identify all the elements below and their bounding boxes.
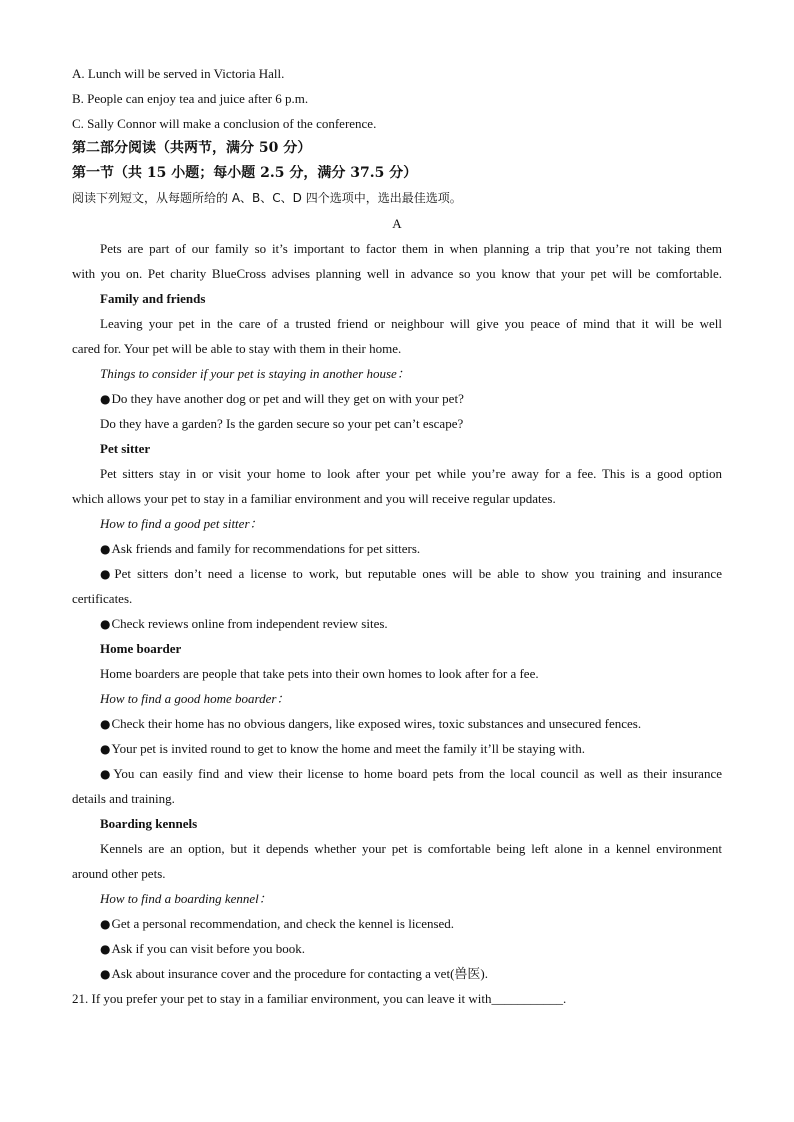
family-heading: Family and friends — [100, 291, 206, 306]
bullet-icon: ● — [100, 617, 111, 631]
family-bullet-1: ●Do they have another dog or pet and will they get on with your pet? — [100, 391, 464, 406]
option-a: A. Lunch will be served in Victoria Hall. — [72, 66, 285, 81]
sub-heading: 第一节（共 15 小题；每小题 2.5 分，满分 37.5 分） — [72, 165, 418, 181]
sitter-bullet-2-line-2: certificates. — [72, 591, 133, 606]
kennels-how: How to find a boarding kennel： — [100, 891, 272, 906]
question-21: 21. If you prefer your pet to stay in a familiar environment, you can leave it with___________. — [72, 991, 567, 1006]
boarder-bullet-3-line-1: ●You can easily find and view their license to home board pets from the local council as well as their insurance — [100, 766, 722, 781]
bullet-icon: ● — [100, 392, 111, 406]
family-para-line-2: cared for. Your pet will be able to stay with them in their home. — [72, 341, 402, 356]
bullet-icon: ● — [100, 717, 111, 731]
kennels-para-line-2: around other pets. — [72, 866, 166, 881]
family-consider: Things to consider if your pet is staying in another house： — [100, 366, 410, 381]
boarder-bullet-3-line-2: details and training. — [72, 791, 175, 806]
part-heading: 第二部分阅读（共两节，满分 50 分） — [72, 140, 312, 156]
sitter-how: How to find a good pet sitter： — [100, 516, 263, 531]
boarder-para: Home boarders are people that take pets into their own homes to look after for a fee. — [100, 666, 539, 681]
option-c: C. Sally Connor will make a conclusion of the conference. — [72, 116, 377, 131]
bullet-icon: ● — [100, 942, 111, 956]
intro-line-1: Pets are part of our family so it’s important to factor them in when planning a trip that you’re not taking them — [100, 241, 722, 256]
sitter-bullet-1: ●Ask friends and family for recommendations for pet sitters. — [100, 541, 421, 556]
bullet-icon: ● — [100, 967, 111, 981]
boarder-bullet-2: ●Your pet is invited round to get to know the home and meet the family it’ll be staying with. — [100, 741, 585, 756]
boarder-heading: Home boarder — [100, 641, 182, 656]
kennels-bullet-2: ●Ask if you can visit before you book. — [100, 941, 306, 956]
sitter-para-line-2: which allows your pet to stay in a familiar environment and you will receive regular updates. — [72, 491, 556, 506]
kennels-para-line-1: Kennels are an option, but it depends whether your pet is comfortable being left alone in a kennel environment — [100, 841, 722, 856]
intro-line-2: with you on. Pet charity BlueCross advises planning well in advance so you know that your pet will be comfortable. — [72, 266, 722, 281]
bullet-icon: ● — [100, 917, 111, 931]
kennels-bullet-1: ●Get a personal recommendation, and check the kennel is licensed. — [100, 916, 455, 931]
family-question-2: Do they have a garden? Is the garden secure so your pet can’t escape? — [100, 416, 464, 431]
sitter-para-line-1: Pet sitters stay in or visit your home to look after your pet while you’re away for a fee. This is a good option — [100, 466, 722, 481]
passage-label: A — [392, 216, 402, 231]
boarder-bullet-1: ●Check their home has no obvious dangers, like exposed wires, toxic substances and unsecured fences. — [100, 716, 642, 731]
instruction: 阅读下列短文，从每题所给的 A、B、C、D 四个选项中，选出最佳选项。 — [72, 191, 462, 205]
boarder-how: How to find a good home boarder： — [100, 691, 290, 706]
sitter-bullet-2-line-1: ●Pet sitters don’t need a license to work, but reputable ones will be able to show you training and insurance — [100, 566, 722, 581]
family-para-line-1: Leaving your pet in the care of a trusted friend or neighbour will give you peace of mind that it will be well — [100, 316, 722, 331]
kennels-heading: Boarding kennels — [100, 816, 198, 831]
kennels-bullet-3: ●Ask about insurance cover and the procedure for contacting a vet(兽医). — [100, 966, 488, 981]
sitter-heading: Pet sitter — [100, 441, 151, 456]
bullet-icon: ● — [100, 742, 111, 756]
bullet-icon: ● — [100, 567, 114, 581]
sitter-bullet-3: ●Check reviews online from independent review sites. — [100, 616, 388, 631]
bullet-icon: ● — [100, 542, 111, 556]
option-b: B. People can enjoy tea and juice after 6 p.m. — [72, 91, 309, 106]
bullet-icon: ● — [100, 767, 113, 781]
